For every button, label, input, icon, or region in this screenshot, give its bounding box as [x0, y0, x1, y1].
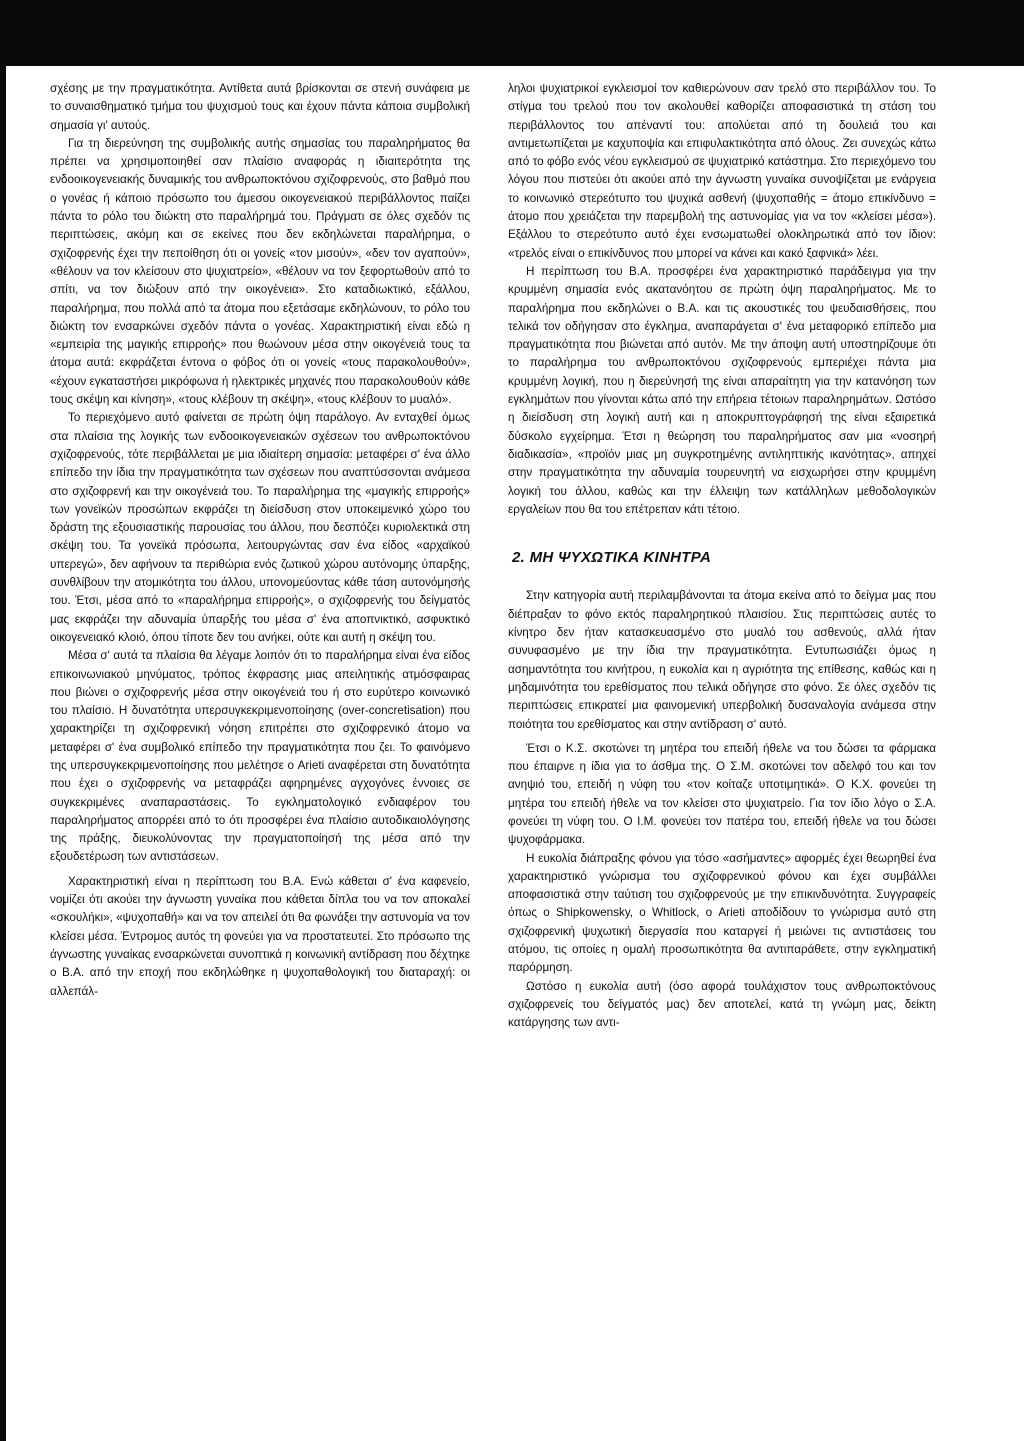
- body-paragraph: σχέσης με την πραγματικότητα. Αντίθετα αυτά βρίσκονται σε στενή συνάφεια με το συναισθηματικό τμήμα του ψυχισμού τους και έχουν πάντα κάποια συμβολική σημασία γι' αυτούς.: [50, 82, 470, 132]
- section-heading: 2. ΜΗ ΨΥΧΩΤΙΚΑ ΚΙΝΗΤΡΑ: [512, 549, 712, 567]
- body-paragraph: Μέσα σ' αυτά τα πλαίσια θα λέγαμε λοιπόν ότι το παραλήρημα είναι ένα είδος επικοινωνιακού μηνύματος, τρόπος έκφρασης μιας απειλητικής ατμόσφαιρας που βιώνει ο σχιζοφρενής μέσα στην οικογένειά του ή στο ευρύτερο κοινωνικό του πλαίσιο. Η δυνατότητα υπερσυγκεκριμενοποίησης (over-concretisation) που χαρακτηρίζει τη σχιζοφρενική νόηση επιτρέπει στο σχιζοφρενικό άτομο να μεταφέρει σ' ένα συμβολικό επίπεδο την πραγματικότητα που ζει. Το φαινόμενο της υπερσυγκεκριμενοποίησης που μελέτησε ο Arieti αναφέρεται στη δυνατότητα που έχει ο σχιζοφρενής να μεταφράζει αφηρημένες αγχογόνες έννοιες σε συγκεκριμένες αναπαραστάσεις. Το εγκληματολογικό ενδιαφέρον του παραληρήματος απορρέει από το ότι προσφέρει ένα πλαίσιο αυτοδικαιολόγησης της πράξης, διευκολύνοντας την πραγματοποίησή της μέσα από την εξουδετέρωση των αντιστάσεων.: [50, 649, 470, 864]
- body-paragraph: Η ευκολία διάπραξης φόνου για τόσο «ασήμαντες» αφορμές έχει θεωρηθεί ένα χαρακτηριστικό γνώρισμα του σχιζοφρενικού φόνου και έχει συμβάλλει αποφασιστικά στην ταύτιση του σχιζοφρενούς με την επικινδυνότητα. Συγγραφείς όπως ο Shipkowensky, ο Whitlock, ο Arieti αποδίδουν το γνώρισμα αυτό στη σχιζοφρενική ψυχωτική διεργασία που καταργεί ή μειώνει τις αντιστάσεις του ατόμου, τις οποίες η ομαλή προσωπικότητα θα αντιπαράθετε, στην εγκληματική παρόρμηση.: [508, 851, 936, 975]
- body-paragraph: Έτσι ο Κ.Σ. σκοτώνει τη μητέρα του επειδή ήθελε να του δώσει τα φάρμακα που έπαιρνε η ίδια για το άσθμα της. Ο Σ.Μ. σκοτώνει τον αδελφό του και τον ανηψιό του, επειδή η νύφη του «τον κοίταζε υποτιμητικά». Ο Κ.Χ. φονεύει τη μητέρα του επειδή ήθελε να τον κλείσει στο ψυχιατρείο. Για τον ίδιο λόγο ο Σ.Α. φονεύει τη νύφη του. Ο Ι.Μ. φονεύει τον πατέρα του, επειδή ήθελε να του δώσει ψυχοφάρμακα.: [508, 741, 936, 847]
- body-paragraph: ληλοι ψυχιατρικοί εγκλεισμοί τον καθιερώνουν σαν τρελό στο περιβάλλον του. Το στίγμα του τρελού που τον ακολουθεί καθορίζει αποφασιστικά τη στάση του περιβάλλοντος του απέναντί του: απολύεται από τη δουλειά του και αντιμετωπίζεται με καχυποψία και επιφυλακτικότητα από όλους. Ζει συνεχώς κάτω από το φόβο ενός νέου εγκλεισμού σε ψυχιατρικό κατάστημα. Στο περιεχόμενο του λόγου που πιστεύει ότι ακούει από την άγνωστη γυναίκα συνοψίζεται με ενάργεια το κοινωνικό στερεότυπο του ψυχικά ασθενή (ψυχοπαθής = άτομο επικίνδυνο = άτομο που χρειάζεται την παρεμβολή της αστυνομίας για να τον «κλείσει μέσα»). Εξάλλου το στερεότυπο αυτό έχει ενσωματωθεί ολοκληρωτικά από τον ίδιον: «τρελός είναι ο επικίνδυνος που μπορεί να κάνει και κακό ξαφνικά» λέει.: [508, 82, 936, 260]
- body-paragraph: Ωστόσο η ευκολία αυτή (όσο αφορά τουλάχιστον τους ανθρωποκτόνους σχιζοφρενείς του δείγματός μας) δεν αποτελεί, κατά τη γνώμη μας, δείκτη κατάργησης των αντι-: [508, 979, 936, 1030]
- body-paragraph: Για τη διερεύνηση της συμβολικής αυτής σημασίας του παραληρήματος θα πρέπει να χρησιμοποιηθεί σαν πλαίσιο αναφοράς η ιδιαιτερότητα της ενδοοικογενειακής δυναμικής του ανθρωποκτόνου σχιζοφρενούς, στο βαθμό που ο γονέας ή κάποιο πρόσωπο του άμεσου οικογενειακού περιβάλλοντος παίζει πάντα το ρόλο του διώκτη στο παραλήρημά του. Πράγματι σε όλες σχεδόν τις περιπτώσεις, ακόμη και σε εκείνες που δεν εκδηλώνεται παραλήρημα, ο σχιζοφρενής έχει την πεποίθηση ότι οι γονείς «τον μισούν», «δεν τον αγαπούν», «θέλουν να τον κλείσουν στο ψυχιατρείο», «θέλουν να τον ξεφορτωθούν από το σπίτι, να τον διώξουν από την οικογένεια». Στο καταδιωκτικό, εξάλλου, παραλήρημα, που πολλά από τα άτομα που εξετάσαμε εκδηλώνουν, το ρόλο του διώκτη τον ενσαρκώνει σχεδόν πάντα ο γονέας. Χαρακτηριστική είναι εδώ η «εμπειρία της μαγικής επιρροής» που θωώνουν μέσα στην οικογένειά τους τα άτομα αυτά: εκφράζεται έντονα ο φόβος ότι οι γονείς «τους παρακολουθούν», «έχουν εγκαταστήσει μικρόφωνα ή ηλεκτρικές μηχανές που παρακολουθούν κάθε τους σκέψη και κίνηση», «τους κλέβουν τη σκέψη», «τους κλέβουν το μυαλό».: [50, 136, 470, 407]
- scan-left-border: [0, 0, 6, 1441]
- body-paragraph: Στην κατηγορία αυτή περιλαμβάνονται τα άτομα εκείνα από το δείγμα μας που διέπραξαν το φόνο εκτός παραληρητικού πλαισίου. Στις περιπτώσεις αυτές το κίνητρο δεν ήταν κατασκευασμένο στο μυαλό του ασθενούς, αλλά ήταν συνυφασμένο με την ίδια την πραγματικότητα. Εντυπωσιάζει όμως η ασημαντότητα του κινήτρου, η ευκολία και η αγριότητα της επίθεσης, καθώς και η μηδαμινότητα του ερεθίσματος που τελικά οδήγησε στο φόνο. Σε όλες σχεδόν τις περιπτώσεις επικρατεί μια φαινομενική υπερβολική δυσαναλογία ανάμεσα στην ποιότητα του ερεθίσματος και στην αντίδραση σ' αυτό.: [508, 589, 936, 731]
- body-paragraph: Χαρακτηριστική είναι η περίπτωση του Β.Α. Ενώ κάθεται σ' ένα καφενείο, νομίζει ότι ακούει την άγνωστη γυναίκα που κάθεται δίπλα του να τον αποκαλεί «σκουλήκι», «ψυχοπαθή» και να τον απειλεί ότι θα φωνάξει την αστυνομία να τον κλείσει μέσα. Έντρομος αυτός τη φονεύει για να προστατευτεί. Στο πρόσωπο της άγνωστης γυναίκας ενσαρκώνεται συνοπτικά η κοινωνική αντίδραση που δέχτηκε ο Β.Α. από την εποχή που εκδηλώθηκε η ψυχοπαθολογική του διαταραχή: οι αλλεπάλ-: [50, 874, 470, 998]
- scan-top-border: [0, 0, 1024, 66]
- right-text-column: [508, 80, 936, 1033]
- left-text-column: [50, 80, 470, 1001]
- body-paragraph: Η περίπτωση του Β.Α. προσφέρει ένα χαρακτηριστικό παράδειγμα για την κρυμμένη σημασία ενός ακατανόητου σε πρώτη όψη παραληρήματος. Με το παραλήρημα που εκδηλώνει ο Β.Α. και τις ακουστικές του ψευδαισθήσεις, που τελικά τον οδήγησαν στο έγκλημα, αναπαράγεται σ' ένα μεταφορικό επίπεδο μια πραγματικότητα που βιώνεται από αυτόν. Με την άποψη αυτή υποστηρίζουμε ότι το παραλήρημα του ανθρωποκτόνου σχιζοφρενούς εμπεριέχει πάντα μια κρυμμένη λογική, που η διερεύνησή της είναι απαραίτητη για την κατανόηση των εγκλημάτων που γίνονται κάτω από την επήρεια τέτοιων παραληρημάτων. Ωστόσο η διείσδυση στη λογική αυτή και η αποκρυπτογράφησή της είναι εξαιρετικά δύσκολο εγχείρημα. Έτσι η θεώρηση του παραληρήματος σαν μια «νοσηρή διαδικασία», «προϊόν μιας μη συγκροτημένης αντιληπτικής ικανότητας», απηχεί στην πραγματικότητα την αδυναμία τουρευνητή να εισχωρήσει στην κρυμμένη λογική του άλλου, καθώς και την έλλειψη των κατάλληλων μεθοδολογικών εργαλείων που θα του επέτρεπαν κάτι τέτοιο.: [508, 264, 936, 516]
- body-paragraph: Το περιεχόμενο αυτό φαίνεται σε πρώτη όψη παράλογο. Αν ενταχθεί όμως στα πλαίσια της λογικής των ενδοοικογενειακών σχέσεων του ανθρωποκτόνου σχιζοφρενούς, τότε περιβάλλεται με μια ιδιαίτερη σημασία: μεταφέρει σ' ένα άλλο επίπεδο την ίδια την πραγματικότητα των σχέσεων που αναπτύσσονται ανάμεσα στο σχιζοφρενή και την οικογένειά του. Το παραλήρημα της «μαγικής επιρροής» των γονεϊκών προσώπων εκφράζει τη διείσδυση στον υποκειμενικό χώρο του δράστη της εξουσιαστικής παρουσίας του άλλου, που δεσπόζει κυριολεκτικά στη σκέψη του. Τα γονεϊκά πρόσωπα, λειτουργώντας σαν ένα είδος «αρχαϊκού υπερεγώ», δεν αφήνουν τα περιθώρια ενός ζωτικού χώρου αυτόνομης ύπαρξης, συνθλίβουν την ατομικότητα του άλλου, υπονομεύοντας κάθε τάση αυτονόμησής του. Έτσι, μέσα από το «παραλήρημα επιρροής», ο σχιζοφρενής του δείγματός μας εκφράζει την αδυναμία ύπαρξής του μέσα σ' ένα αποπνικτικό, ασφυκτικό οικογενειακό κλοιό, όπου τίποτε δεν του ανήκει, ούτε και αυτή η σκέψη του.: [50, 411, 470, 644]
